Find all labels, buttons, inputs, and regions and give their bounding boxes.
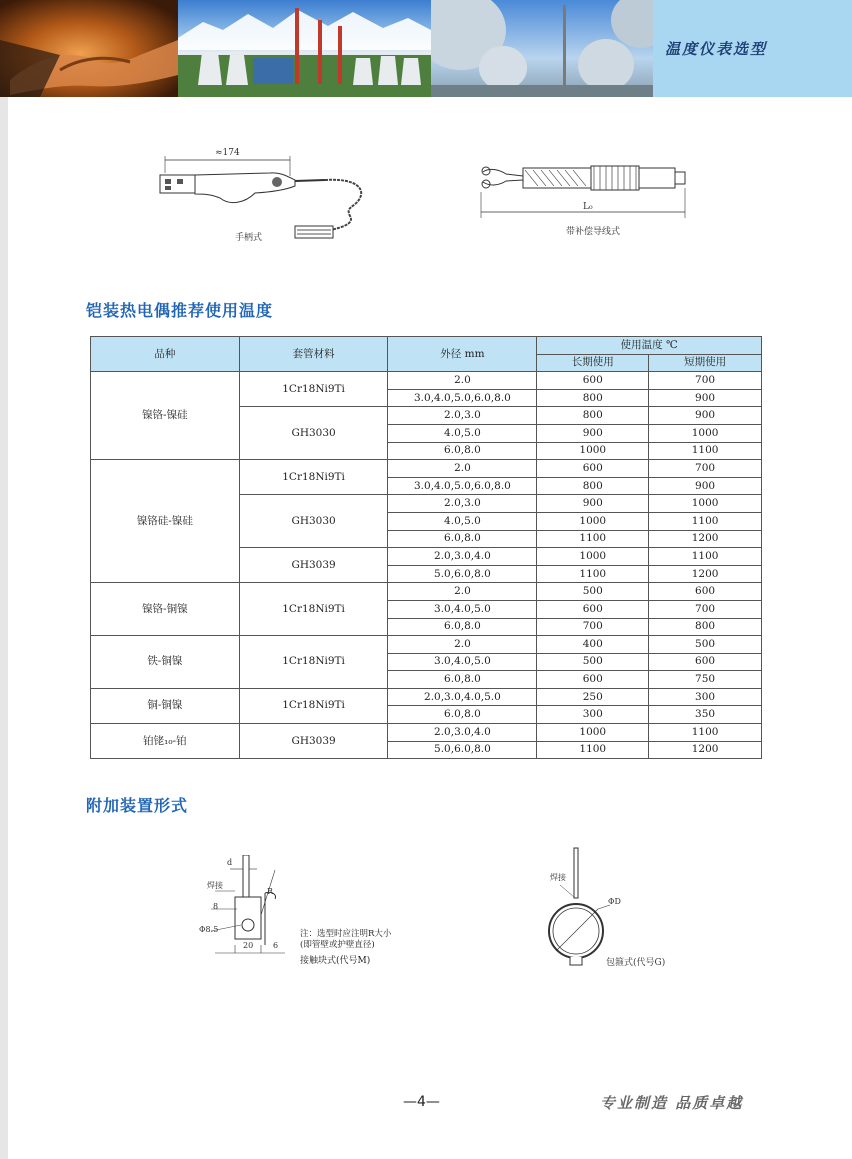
cell-long-term: 1100: [537, 741, 649, 759]
cell-long-term: 300: [537, 706, 649, 724]
header-diameter: 外径 mm: [388, 337, 537, 372]
cell-diameter: 3.0,4.0,5.0: [388, 653, 537, 671]
cell-short-term: 700: [649, 372, 762, 390]
clamp-figure: [540, 845, 670, 970]
header-banner: [0, 0, 852, 97]
cell-material: GH3039: [239, 548, 388, 583]
table-row: [91, 460, 762, 478]
table-row: [91, 583, 762, 601]
clamp-phi-label: ΦD: [608, 897, 621, 906]
table-body: [91, 372, 762, 759]
cell-short-term: 900: [649, 477, 762, 495]
cell-diameter: 6.0,8.0: [388, 618, 537, 636]
cell-long-term: 700: [537, 618, 649, 636]
cell-short-term: 1100: [649, 724, 762, 742]
label-eight: 8: [213, 902, 219, 911]
cell-short-term: 1200: [649, 741, 762, 759]
cell-diameter: 5.0,6.0,8.0: [388, 565, 537, 583]
cell-long-term: 600: [537, 600, 649, 618]
cell-long-term: 600: [537, 460, 649, 478]
cell-diameter: 5.0,6.0,8.0: [388, 741, 537, 759]
cell-variety: 镍铬-镍硅: [91, 372, 240, 460]
handle-caption: 手柄式: [235, 233, 263, 243]
cell-long-term: 900: [537, 424, 649, 442]
note-line-2: (即管壁或护壁直径): [300, 940, 375, 950]
cell-diameter: 4.0,5.0: [388, 424, 537, 442]
cell-diameter: 3.0,4.0,5.0: [388, 600, 537, 618]
cell-long-term: 1000: [537, 548, 649, 566]
cell-short-term: 1100: [649, 442, 762, 460]
catalog-title-text: 温度仪表选型: [665, 40, 768, 58]
header-temperature: 使用温度 ℃: [537, 337, 762, 355]
cell-long-term: 1000: [537, 512, 649, 530]
section-title-attachment-types: 附加装置形式: [86, 796, 189, 815]
cell-diameter: 2.0: [388, 372, 537, 390]
label-r: R: [267, 887, 274, 896]
cell-variety: 镍铬-铜镍: [91, 583, 240, 636]
cell-long-term: 800: [537, 477, 649, 495]
cell-long-term: 600: [537, 671, 649, 689]
note-line-1: 注：选型时应注明R大小: [300, 929, 392, 939]
section-title-recommended-temperature: 铠装热电偶推荐使用温度: [86, 301, 274, 320]
cell-long-term: 250: [537, 688, 649, 706]
cell-short-term: 1100: [649, 512, 762, 530]
block-note: [300, 929, 391, 967]
cell-variety: 铂铑₁₀-铂: [91, 724, 240, 759]
header-long-term: 长期使用: [537, 354, 649, 372]
table-row: [91, 724, 762, 742]
table-row: [91, 688, 762, 706]
cell-long-term: 600: [537, 372, 649, 390]
label-6: 6: [273, 941, 279, 950]
clamp-caption: 包箍式(代号G): [606, 958, 666, 968]
cell-long-term: 1100: [537, 565, 649, 583]
cell-material: 1Cr18Ni9Ti: [239, 583, 388, 636]
cell-short-term: 700: [649, 460, 762, 478]
cell-short-term: 600: [649, 653, 762, 671]
cell-short-term: 1200: [649, 565, 762, 583]
handle-type-figure: [155, 148, 385, 248]
table-row: [91, 636, 762, 654]
cell-diameter: 2.0,3.0: [388, 407, 537, 425]
cell-diameter: 2.0: [388, 460, 537, 478]
cell-variety: 铁-铜镍: [91, 636, 240, 689]
cell-long-term: 1000: [537, 442, 649, 460]
label-d: d: [227, 858, 233, 867]
left-margin-strip: [0, 97, 8, 1159]
cell-diameter: 4.0,5.0: [388, 512, 537, 530]
cell-diameter: 2.0,3.0,4.0: [388, 548, 537, 566]
cell-diameter: 6.0,8.0: [388, 530, 537, 548]
header-variety: 品种: [91, 337, 240, 372]
cell-short-term: 750: [649, 671, 762, 689]
cell-short-term: 1000: [649, 424, 762, 442]
cell-long-term: 1000: [537, 724, 649, 742]
cell-material: 1Cr18Ni9Ti: [239, 636, 388, 689]
cell-long-term: 500: [537, 653, 649, 671]
storage-tanks-image: [431, 0, 653, 97]
handshake-image: [0, 0, 178, 97]
cell-short-term: 1100: [649, 548, 762, 566]
cell-short-term: 800: [649, 618, 762, 636]
cell-diameter: 3.0,4.0,5.0,6.0,8.0: [388, 389, 537, 407]
cell-material: GH3030: [239, 495, 388, 548]
cell-diameter: 6.0,8.0: [388, 671, 537, 689]
cell-long-term: 900: [537, 495, 649, 513]
header-short-term: 短期使用: [649, 354, 762, 372]
page-number: —4—: [403, 1094, 440, 1110]
header-material: 套管材料: [239, 337, 388, 372]
cell-material: GH3030: [239, 407, 388, 460]
cell-short-term: 900: [649, 407, 762, 425]
cell-diameter: 2.0: [388, 636, 537, 654]
cell-short-term: 300: [649, 688, 762, 706]
wire-dimension: L₀: [583, 202, 593, 212]
cell-long-term: 800: [537, 389, 649, 407]
cell-diameter: 2.0,3.0,4.0: [388, 724, 537, 742]
cell-diameter: 2.0,3.0,4.0,5.0: [388, 688, 537, 706]
cell-short-term: 500: [649, 636, 762, 654]
cell-material: 1Cr18Ni9Ti: [239, 460, 388, 495]
cell-diameter: 2.0,3.0: [388, 495, 537, 513]
power-plant-image: [178, 0, 431, 97]
cell-short-term: 1000: [649, 495, 762, 513]
cell-long-term: 1100: [537, 530, 649, 548]
cell-short-term: 600: [649, 583, 762, 601]
cell-variety: 铜-铜镍: [91, 688, 240, 723]
cell-diameter: 6.0,8.0: [388, 442, 537, 460]
cell-long-term: 400: [537, 636, 649, 654]
contact-block-caption: 接触块式(代号M): [300, 956, 371, 966]
cell-material: 1Cr18Ni9Ti: [239, 372, 388, 407]
cell-short-term: 350: [649, 706, 762, 724]
catalog-title: [653, 0, 852, 97]
table-row: [91, 372, 762, 390]
contact-block-figure: [195, 855, 315, 965]
cell-long-term: 800: [537, 407, 649, 425]
cell-diameter: 3.0,4.0,5.0,6.0,8.0: [388, 477, 537, 495]
cell-diameter: 2.0: [388, 583, 537, 601]
cell-long-term: 500: [537, 583, 649, 601]
wire-caption: 带补偿导线式: [566, 227, 621, 237]
label-phi: Φ8.5: [199, 925, 219, 934]
label-20: 20: [243, 941, 254, 950]
label-weld: 焊接: [207, 881, 223, 890]
clamp-weld-label: 焊接: [550, 873, 566, 882]
cell-diameter: 6.0,8.0: [388, 706, 537, 724]
cell-short-term: 700: [649, 600, 762, 618]
cell-material: 1Cr18Ni9Ti: [239, 688, 388, 723]
temperature-table: [90, 336, 762, 759]
footer-slogan: 专业制造 品质卓越: [600, 1094, 744, 1112]
handle-dimension: ≈174: [215, 148, 240, 158]
cell-variety: 镍铬硅-镍硅: [91, 460, 240, 583]
cell-material: GH3039: [239, 724, 388, 759]
compensation-wire-figure: [478, 152, 693, 242]
cell-short-term: 1200: [649, 530, 762, 548]
cell-short-term: 900: [649, 389, 762, 407]
